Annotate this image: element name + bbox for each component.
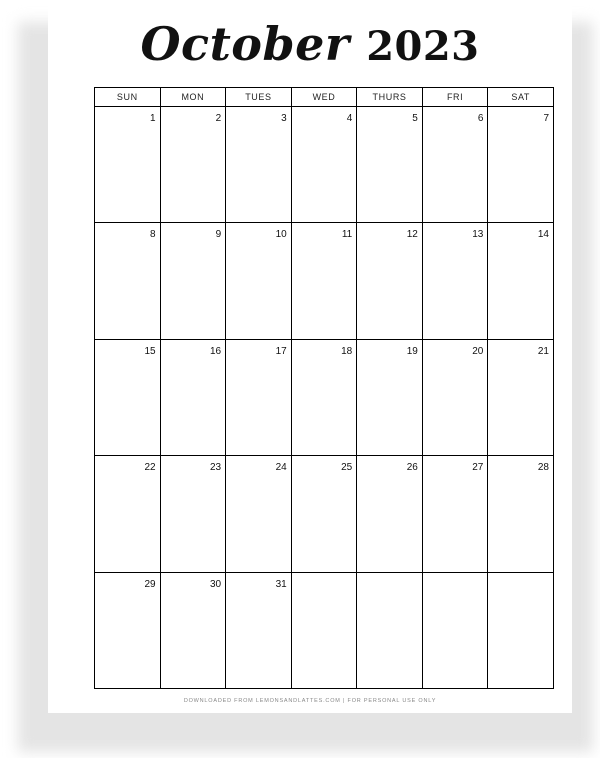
calendar-title — [48, 6, 572, 82]
day-cell — [357, 107, 423, 223]
day-number: 20 — [472, 345, 484, 357]
day-cell — [95, 223, 161, 339]
weekday-sun: SUN — [95, 88, 161, 107]
day-number — [357, 573, 422, 579]
calendar-page — [48, 0, 572, 713]
day-cell — [95, 456, 161, 572]
day-cell — [488, 456, 554, 572]
day-number — [292, 573, 357, 579]
day-cell — [226, 107, 292, 223]
day-number: 15 — [144, 345, 156, 357]
day-cell — [488, 223, 554, 339]
day-number: 21 — [537, 345, 549, 357]
day-number: 9 — [215, 229, 222, 241]
day-cell — [95, 339, 161, 455]
week-row-5 — [95, 572, 554, 688]
weekday-fri: FRI — [422, 88, 488, 107]
day-number: 6 — [477, 113, 484, 124]
day-cell — [422, 223, 488, 339]
day-number: 27 — [472, 462, 484, 474]
day-number: 23 — [210, 462, 222, 474]
weekday-mon: MON — [160, 88, 226, 107]
day-number: 3 — [281, 113, 287, 124]
day-number: 4 — [346, 113, 353, 124]
day-number: 16 — [210, 345, 222, 357]
title-year: 2023 — [366, 23, 480, 70]
day-number: 31 — [275, 578, 287, 590]
day-number: 30 — [210, 578, 222, 590]
week-row-3 — [95, 339, 554, 455]
day-number: 25 — [341, 462, 353, 474]
day-number: 29 — [144, 578, 156, 590]
week-row-2 — [95, 223, 554, 339]
weekday-tue: TUES — [226, 88, 292, 107]
day-cell — [291, 223, 357, 339]
day-cell — [226, 572, 292, 688]
day-cell — [95, 107, 161, 223]
day-cell — [357, 456, 423, 572]
weekday-sat: SAT — [488, 88, 554, 107]
day-cell — [160, 572, 226, 688]
day-cell — [160, 107, 226, 223]
day-number — [488, 573, 553, 579]
day-cell — [422, 456, 488, 572]
title-month: October — [140, 17, 350, 71]
day-cell — [160, 456, 226, 572]
day-number: 7 — [543, 113, 549, 124]
week-row-1 — [95, 107, 554, 223]
weekday-thu: THURS — [357, 88, 423, 107]
day-cell — [291, 572, 357, 688]
day-number: 18 — [341, 345, 353, 357]
day-number: 22 — [144, 462, 156, 474]
day-number: 12 — [406, 229, 418, 241]
day-number: 2 — [215, 113, 222, 124]
day-number: 8 — [150, 229, 156, 241]
calendar-grid — [94, 87, 554, 689]
day-cell — [357, 339, 423, 455]
day-cell — [226, 223, 292, 339]
day-cell — [488, 572, 554, 688]
day-number: 13 — [472, 229, 484, 241]
week-row-4 — [95, 456, 554, 572]
day-cell — [160, 339, 226, 455]
day-cell — [160, 223, 226, 339]
day-cell — [95, 572, 161, 688]
day-number: 10 — [275, 229, 287, 241]
day-cell — [422, 339, 488, 455]
day-number: 1 — [150, 113, 156, 124]
day-cell — [422, 107, 488, 223]
day-cell — [226, 339, 292, 455]
day-number: 19 — [406, 345, 418, 357]
day-cell — [357, 223, 423, 339]
day-cell — [357, 572, 423, 688]
day-number: 11 — [341, 229, 353, 241]
day-number: 5 — [412, 113, 418, 124]
day-number — [423, 573, 488, 579]
day-cell — [226, 456, 292, 572]
day-number: 17 — [275, 345, 287, 357]
day-cell — [291, 107, 357, 223]
day-number: 28 — [537, 462, 549, 474]
weekday-wed: WED — [291, 88, 357, 107]
footer-note: DOWNLOADED FROM LEMONSANDLATTES.COM | FOR PERSONAL USE ONLY — [183, 698, 437, 704]
day-cell — [488, 107, 554, 223]
day-cell — [291, 339, 357, 455]
day-cell — [291, 456, 357, 572]
day-number: 26 — [406, 462, 418, 474]
day-cell — [488, 339, 554, 455]
day-cell — [422, 572, 488, 688]
day-number: 14 — [537, 229, 549, 241]
weekday-header-row — [95, 88, 554, 107]
day-number: 24 — [275, 462, 287, 474]
